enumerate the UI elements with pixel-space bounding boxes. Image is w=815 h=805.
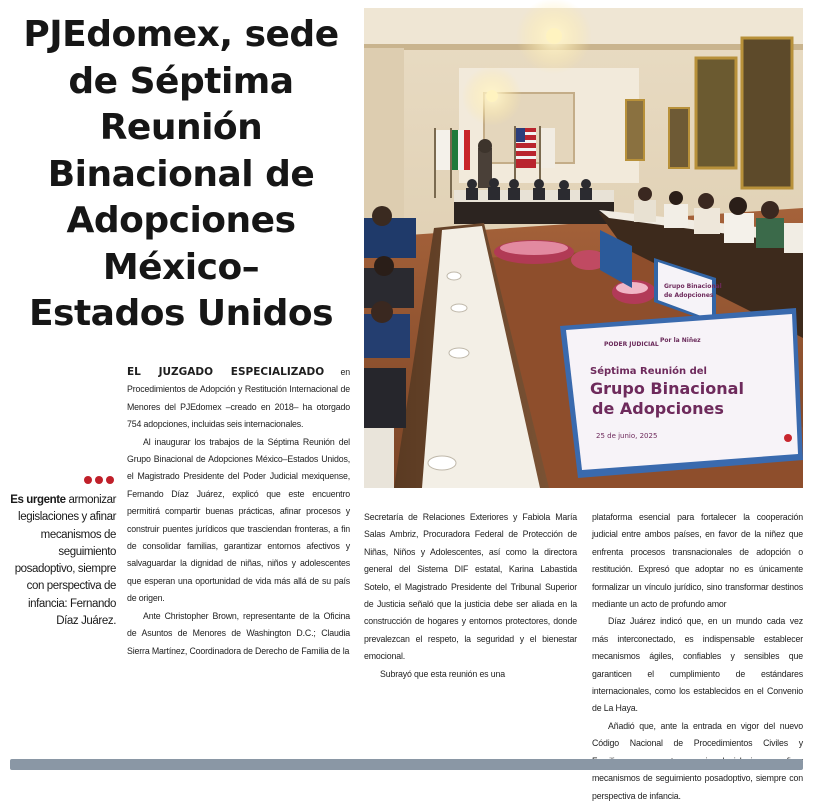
headline-line: Binacional de <box>47 153 315 195</box>
headline-line: México– <box>102 246 260 288</box>
article-paragraph-5: Díaz Juárez indicó que, en un mundo cada vez más interconectado, es indispensable establecer mecanismos ágiles, confiables y sensibles que garanticen el cumplimiento de estándares internacionales, como los establecidos en el Convenio de La Haya. <box>592 616 803 714</box>
sign-logo-left: PODER JUDICIAL <box>604 341 659 348</box>
pull-quote-rest: armonizar legislaciones y afinar mecanismos de seguimiento posadoptivo, siempre con perspectiva de infancia: Fernando Díaz Juárez. <box>14 494 116 628</box>
red-dot-icon <box>95 476 103 484</box>
headline-line: PJEdomex, sede <box>23 14 339 55</box>
sign-line1: Séptima Reunión del <box>590 366 707 377</box>
red-dot-icon <box>84 476 92 484</box>
sign-line3: de Adopciones <box>592 399 724 418</box>
bottom-bar <box>10 759 803 770</box>
pull-quote-text <box>4 492 116 630</box>
article-paragraph-2: Al inaugurar los trabajos de la Séptima Reunión del Grupo Binacional de Adopciones México–Estados Unidos, el Magistrado Presidente del Poder Judicial mexiquense, Fernando Díaz Juárez, explicó que este encuentro permitirá compartir buenas prácticas, afinar procesos y construir puentes jurídicos que trasciendan fronteras, a fin de consolidar familias, garantizar entornos afectivos y salvaguardar la dignidad de niñas, niños y adolescentes que esperan una oportunidad de vida más allá de su país de origen. <box>127 436 350 604</box>
small-sign-line2: de Adopciones <box>664 292 714 299</box>
meeting-photo <box>364 8 803 488</box>
article-paragraph-continued: Secretaría de Relaciones Exteriores y Fabiola María Salas Ambriz, Procuradora Federal de Protección de Niñas, Niños y Adolescentes, así como la directora general del Sistema DIF estatal, Karina Labastida Sotelo, el Magistrado Presidente del Tribunal Superior de Justicia señaló que la justicia debe ser aliada en la construcción de hogares y entornos protectores, donde prevalezcan el respeto, la seguridad y el bienestar emocional. <box>364 512 577 662</box>
article-paragraph-3-text: Ante Christopher Brown, representante de la Oficina de Asuntos de Menores de Washington D.C.; Claudia Sierra Martínez, Coordinadora de Derecho de Familia de la <box>127 610 350 656</box>
pull-quote-bold: Es urgente <box>10 494 66 506</box>
headline-line: Adopciones <box>66 200 296 241</box>
article-lead: EL JUZGADO ESPECIALIZADO <box>127 366 325 378</box>
article-paragraph-1-text: en Procedimientos de Adopción y Restitución Internacional de Menores del PJEdomex –creado en 2018– ha otorgado 754 adopciones, incluidas seis internacionales. <box>127 367 350 430</box>
article-paragraph-6: Añadió que, ante la entrada en vigor del nuevo Código Nacional de Procedimientos Civiles y mecanismos de seguimiento posadoptivo, siempre con perspectiva de infancia. <box>592 720 803 801</box>
sign-line2: Grupo Binacional <box>590 379 744 398</box>
red-dot-icon <box>106 476 114 484</box>
sign-date: 25 de junio, 2025 <box>596 432 658 440</box>
article-paragraph-3 <box>127 608 350 660</box>
small-sign-line1: Grupo Binacional <box>664 283 722 290</box>
pull-quote-dots <box>4 476 116 484</box>
event-sign <box>560 308 803 478</box>
headline-line: de Séptima <box>68 60 294 102</box>
pull-quote <box>4 476 116 630</box>
article-column-2 <box>364 509 577 683</box>
sign-logo-right: Por la Niñez <box>660 337 701 344</box>
meeting-photo-illustration <box>364 8 803 488</box>
article-column-1 <box>127 364 350 660</box>
article-paragraph-1 <box>127 364 350 434</box>
article-paragraph-continued: plataforma esencial para fortalecer la cooperación judicial entre ambos países, en favor de la niñez que enfrenta procesos transnacionales de adopción o restitución. Expresó que adoptar no es únicamente formalizar un vínculo jurídico, sino transformar destinos mediante un acto de profundo amor <box>592 512 803 610</box>
article-paragraph-4: Subrayó que esta reunión es una <box>380 668 505 679</box>
headline <box>6 12 356 338</box>
headline-line: Estados Unidos <box>28 293 334 334</box>
headline-line: Reunión <box>99 107 263 148</box>
